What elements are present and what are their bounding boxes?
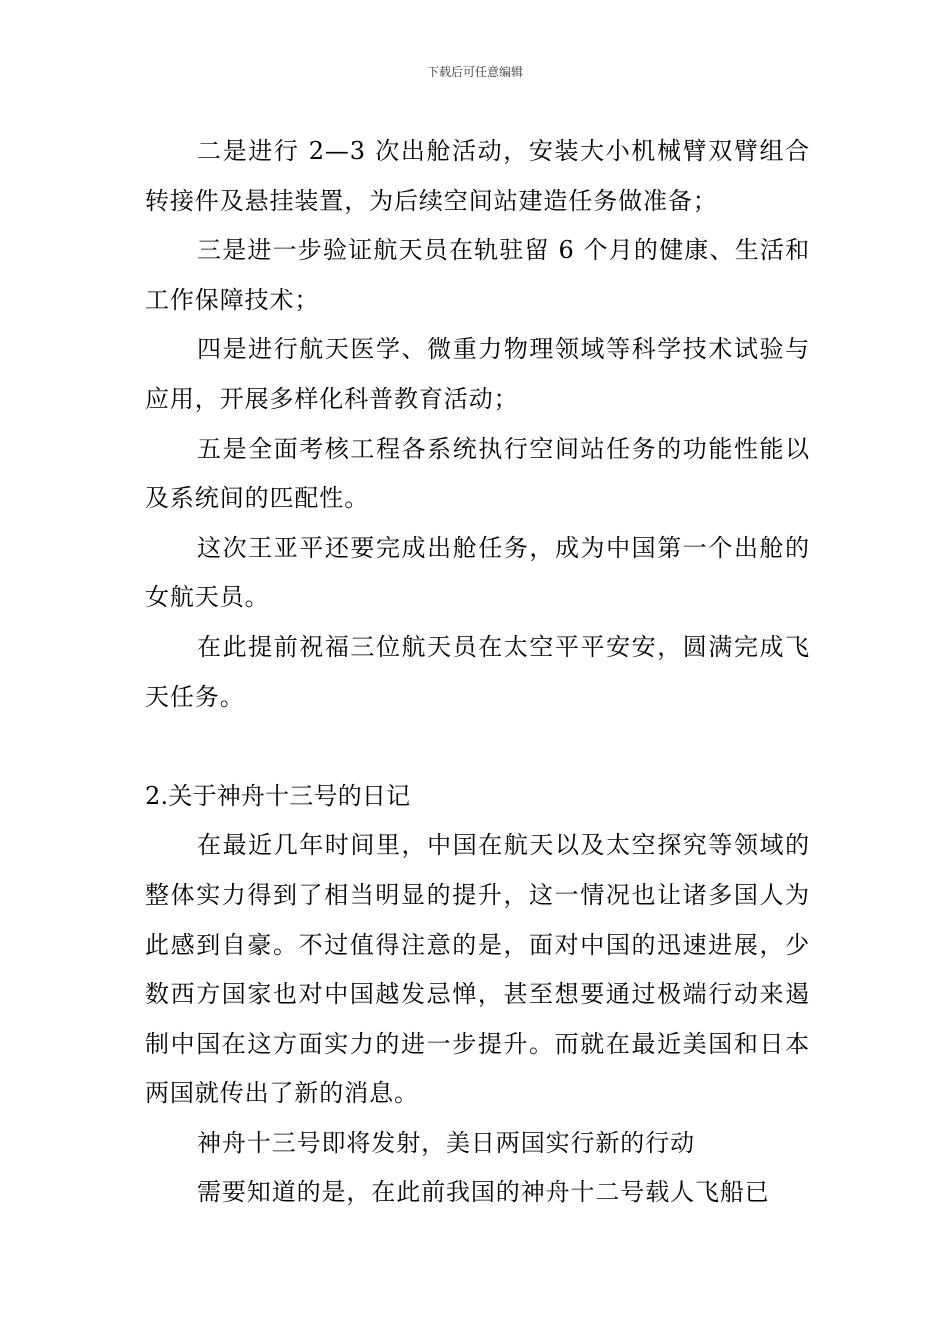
paragraph: 四是进行航天医学、微重力物理领域等科学技术试验与应用，开展多样化科普教育活动； bbox=[145, 335, 810, 413]
paragraph: 需要知道的是，在此前我国的神舟十二号载人飞船已 bbox=[197, 1178, 770, 1207]
paragraph: 在此提前祝福三位航天员在太空平平安安，圆满完成飞天任务。 bbox=[145, 632, 810, 711]
page-header: 下载后可任意编辑 bbox=[426, 65, 523, 79]
section-heading: 2.关于神舟十三号的日记 bbox=[145, 781, 411, 810]
document-body bbox=[145, 127, 810, 1218]
paragraph: 三是进一步验证航天员在轨驻留 6 个月的健康、生活和工作保障技术； bbox=[145, 236, 810, 314]
paragraph: 神舟十三号即将发射，美日两国实行新的行动 bbox=[197, 1128, 695, 1157]
paragraph: 这次王亚平还要完成出舱任务，成为中国第一个出舱的女航天员。 bbox=[145, 533, 810, 612]
paragraph: 在最近几年时间里，中国在航天以及太空探究等领域的整体实力得到了相当明显的提升，这一情况也让诸多国人为此感到自豪。不过值得注意的是，面对中国的迅速进展，少数西方国家也对中国越发忌惮，甚至想要通过极端行动来遏制中国在这方面实力的进一步提升。而就在最近美国和日本两国就传出了新的消息。 bbox=[145, 831, 810, 1108]
paragraph: 五是全面考核工程各系统执行空间站任务的功能性能以及系统间的匹配性。 bbox=[145, 434, 810, 513]
paragraph: 二是进行 2—3 次出舱活动，安装大小机械臂双臂组合转接件及悬挂装置，为后续空间站建造任务做准备； bbox=[145, 137, 810, 215]
